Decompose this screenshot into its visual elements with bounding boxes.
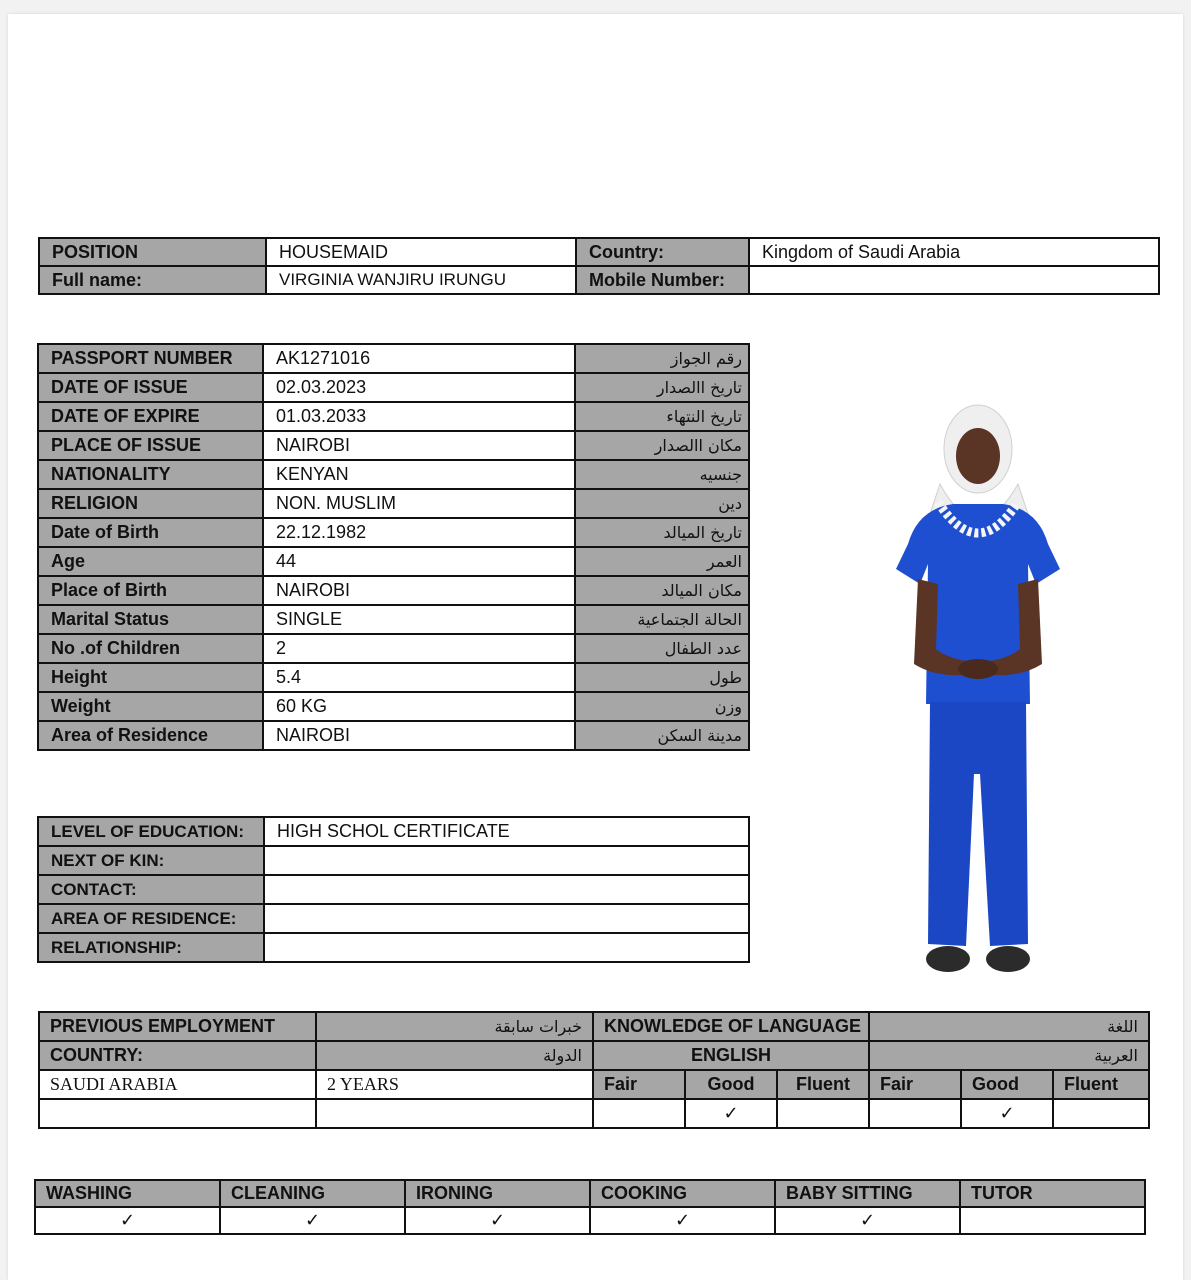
education-value [264,904,749,933]
position-value: HOUSEMAID [266,238,576,266]
personal-detail-row [38,460,749,489]
detail-label: RELIGION [38,489,263,518]
skills-table [34,1179,1146,1235]
detail-value: 22.12.1982 [263,518,575,547]
detail-value: 02.03.2023 [263,373,575,402]
skill-babysitting-label: BABY SITTING [775,1180,960,1207]
detail-label: No .of Children [38,634,263,663]
education-row [38,904,749,933]
mobile-value [749,266,1159,294]
level-good-en: Good [685,1070,777,1099]
detail-value: KENYAN [263,460,575,489]
detail-arabic-label: الحالة الجتماعية [575,605,749,634]
detail-arabic-label: رقم الجواز [575,344,749,373]
personal-detail-row [38,518,749,547]
language-arabic: اللغة [869,1012,1149,1041]
empty-cell [316,1099,593,1128]
check-fluent-ar [1053,1099,1149,1128]
level-good-ar: Good [961,1070,1053,1099]
previous-employment-row [39,1012,1149,1041]
education-value [264,846,749,875]
education-label: NEXT OF KIN: [38,846,264,875]
employment-duration-value: 2 YEARS [316,1070,593,1099]
detail-value: 01.03.2033 [263,402,575,431]
education-label: LEVEL OF EDUCATION: [38,817,264,846]
personal-detail-row [38,489,749,518]
personal-detail-row [38,605,749,634]
education-label: RELATIONSHIP: [38,933,264,962]
detail-label: Weight [38,692,263,721]
skill-cleaning-label: CLEANING [220,1180,405,1207]
mobile-label: Mobile Number: [576,266,749,294]
country-label: Country: [576,238,749,266]
detail-label: DATE OF EXPIRE [38,402,263,431]
check-good-ar: ✓ [961,1099,1053,1128]
education-row [38,933,749,962]
position-row [39,238,1159,266]
personal-detail-row [38,634,749,663]
personal-details-table [37,343,750,751]
country-row [39,1041,1149,1070]
detail-arabic-label: مكان االصدار [575,431,749,460]
check-fair-ar [869,1099,961,1128]
empty-cell [39,1099,316,1128]
detail-label: Date of Birth [38,518,263,547]
detail-value: SINGLE [263,605,575,634]
level-fluent-en: Fluent [777,1070,869,1099]
level-fluent-ar: Fluent [1053,1070,1149,1099]
detail-label: DATE OF ISSUE [38,373,263,402]
shoe-icon [986,946,1030,972]
employment-detail-row [39,1070,1149,1099]
education-label: AREA OF RESIDENCE: [38,904,264,933]
detail-value: 44 [263,547,575,576]
personal-detail-row [38,373,749,402]
skill-cooking-label: COOKING [590,1180,775,1207]
detail-arabic-label: تاريخ الميالد [575,518,749,547]
detail-arabic-label: تاريخ النتهاء [575,402,749,431]
education-label: CONTACT: [38,875,264,904]
skills-header-row [35,1180,1145,1207]
position-table [38,237,1160,295]
detail-value: NAIROBI [263,576,575,605]
level-fair-ar: Fair [869,1070,961,1099]
education-table [37,816,750,963]
skill-tutor-label: TUTOR [960,1180,1145,1207]
candidate-photo [878,394,1078,994]
country-value: Kingdom of Saudi Arabia [749,238,1159,266]
detail-label: PLACE OF ISSUE [38,431,263,460]
education-row [38,875,749,904]
detail-value: 2 [263,634,575,663]
skill-ironing-label: IRONING [405,1180,590,1207]
personal-detail-row [38,576,749,605]
personal-detail-row [38,721,749,750]
detail-arabic-label: جنسيه [575,460,749,489]
skill-ironing-check: ✓ [405,1207,590,1234]
fullname-value: VIRGINIA WANJIRU IRUNGU [266,266,576,294]
personal-detail-row [38,344,749,373]
skill-babysitting-check: ✓ [775,1207,960,1234]
skill-tutor-check [960,1207,1145,1234]
detail-value: 60 KG [263,692,575,721]
detail-arabic-label: تاريخ االصدار [575,373,749,402]
detail-arabic-label: العمر [575,547,749,576]
personal-detail-row [38,663,749,692]
employment-country-value: SAUDI ARABIA [39,1070,316,1099]
detail-arabic-label: طول [575,663,749,692]
level-check-row [39,1099,1149,1128]
personal-detail-row [38,402,749,431]
language-label: KNOWLEDGE OF LANGUAGE [593,1012,869,1041]
education-row [38,846,749,875]
english-label: ENGLISH [593,1041,869,1070]
fullname-row [39,266,1159,294]
detail-label: Place of Birth [38,576,263,605]
skills-check-row [35,1207,1145,1234]
detail-value: 5.4 [263,663,575,692]
check-fluent-en [777,1099,869,1128]
personal-detail-row [38,547,749,576]
personal-detail-row [38,431,749,460]
detail-value: NAIROBI [263,431,575,460]
employment-language-table [38,1011,1150,1129]
skill-washing-label: WASHING [35,1180,220,1207]
detail-label: NATIONALITY [38,460,263,489]
detail-arabic-label: دين [575,489,749,518]
arabic-language-label: العربية [869,1041,1149,1070]
shoe-icon [926,946,970,972]
detail-arabic-label: عدد الطفال [575,634,749,663]
uniform-pants-icon [928,702,1028,946]
detail-label: Marital Status [38,605,263,634]
detail-label: PASSPORT NUMBER [38,344,263,373]
education-value: HIGH SCHOL CERTIFICATE [264,817,749,846]
detail-arabic-label: وزن [575,692,749,721]
skill-washing-check: ✓ [35,1207,220,1234]
check-fair-en [593,1099,685,1128]
detail-value: NON. MUSLIM [263,489,575,518]
previous-employment-label: PREVIOUS EMPLOYMENT [39,1012,316,1041]
check-good-en: ✓ [685,1099,777,1128]
detail-label: Area of Residence [38,721,263,750]
detail-arabic-label: مكان الميالد [575,576,749,605]
education-row [38,817,749,846]
employment-country-arabic: الدولة [316,1041,593,1070]
personal-detail-row [38,692,749,721]
level-fair-en: Fair [593,1070,685,1099]
previous-employment-arabic: خبرات سابقة [316,1012,593,1041]
position-label: POSITION [39,238,266,266]
skill-cooking-check: ✓ [590,1207,775,1234]
detail-arabic-label: مدينة السكن [575,721,749,750]
detail-value: AK1271016 [263,344,575,373]
education-value [264,933,749,962]
skill-cleaning-check: ✓ [220,1207,405,1234]
detail-value: NAIROBI [263,721,575,750]
employment-country-label: COUNTRY: [39,1041,316,1070]
fullname-label: Full name: [39,266,266,294]
detail-label: Age [38,547,263,576]
face-icon [956,428,1000,484]
education-value [264,875,749,904]
cv-document [8,14,1183,1280]
detail-label: Height [38,663,263,692]
